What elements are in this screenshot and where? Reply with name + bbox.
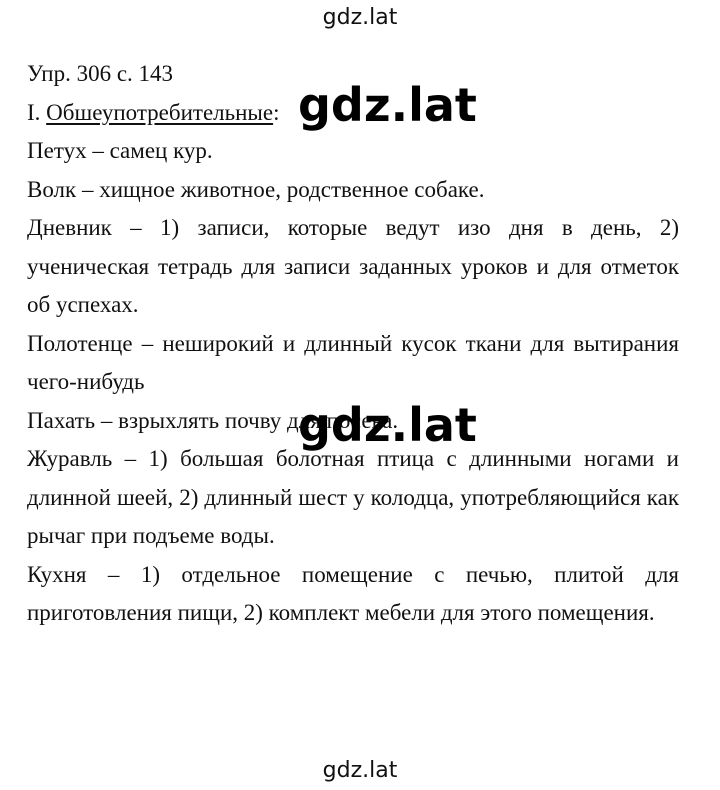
watermark-logo: gdz.lat [298, 78, 477, 132]
site-header: gdz.lat [322, 5, 398, 30]
section-number: I. [27, 99, 47, 125]
entry-volk: Волк – хищное животное, родственное собаке. [27, 176, 485, 202]
exercise-title: Упр. 306 с. 143 [27, 61, 174, 86]
answer-content [27, 55, 679, 633]
section-colon: : [273, 99, 280, 125]
entry-dnevnik: Дневник – 1) записи, которые ведут изо дня в день, 2) ученическая тетрадь для записи заданных уроков и для отметок об успехах. [27, 215, 679, 317]
entry-kukhnya: Кухня – 1) отдельное помещение с печью, плитой для приготовления пищи, 2) комплект мебели для этого помещения. [27, 561, 679, 625]
site-footer: gdz.lat [322, 758, 398, 783]
entry-petukh: Петух – самец кур. [27, 138, 213, 163]
watermark-logo: gdz.lat [298, 398, 477, 452]
section-label: Обшеупотребительные [46, 99, 274, 125]
entry-polotentse: Полотенце – неширокий и длинный кусок ткани для вытирания чего-нибудь [27, 330, 679, 394]
entry-zhuravl: Журавль – 1) большая болотная птица с длинными ногами и длинной шеей, 2) длинный шест у колодца, употребляющийся как рычаг при подъеме воды. [27, 446, 679, 548]
entry-pakhat: Пахать – взрыхлять почву для посева. [27, 407, 399, 433]
